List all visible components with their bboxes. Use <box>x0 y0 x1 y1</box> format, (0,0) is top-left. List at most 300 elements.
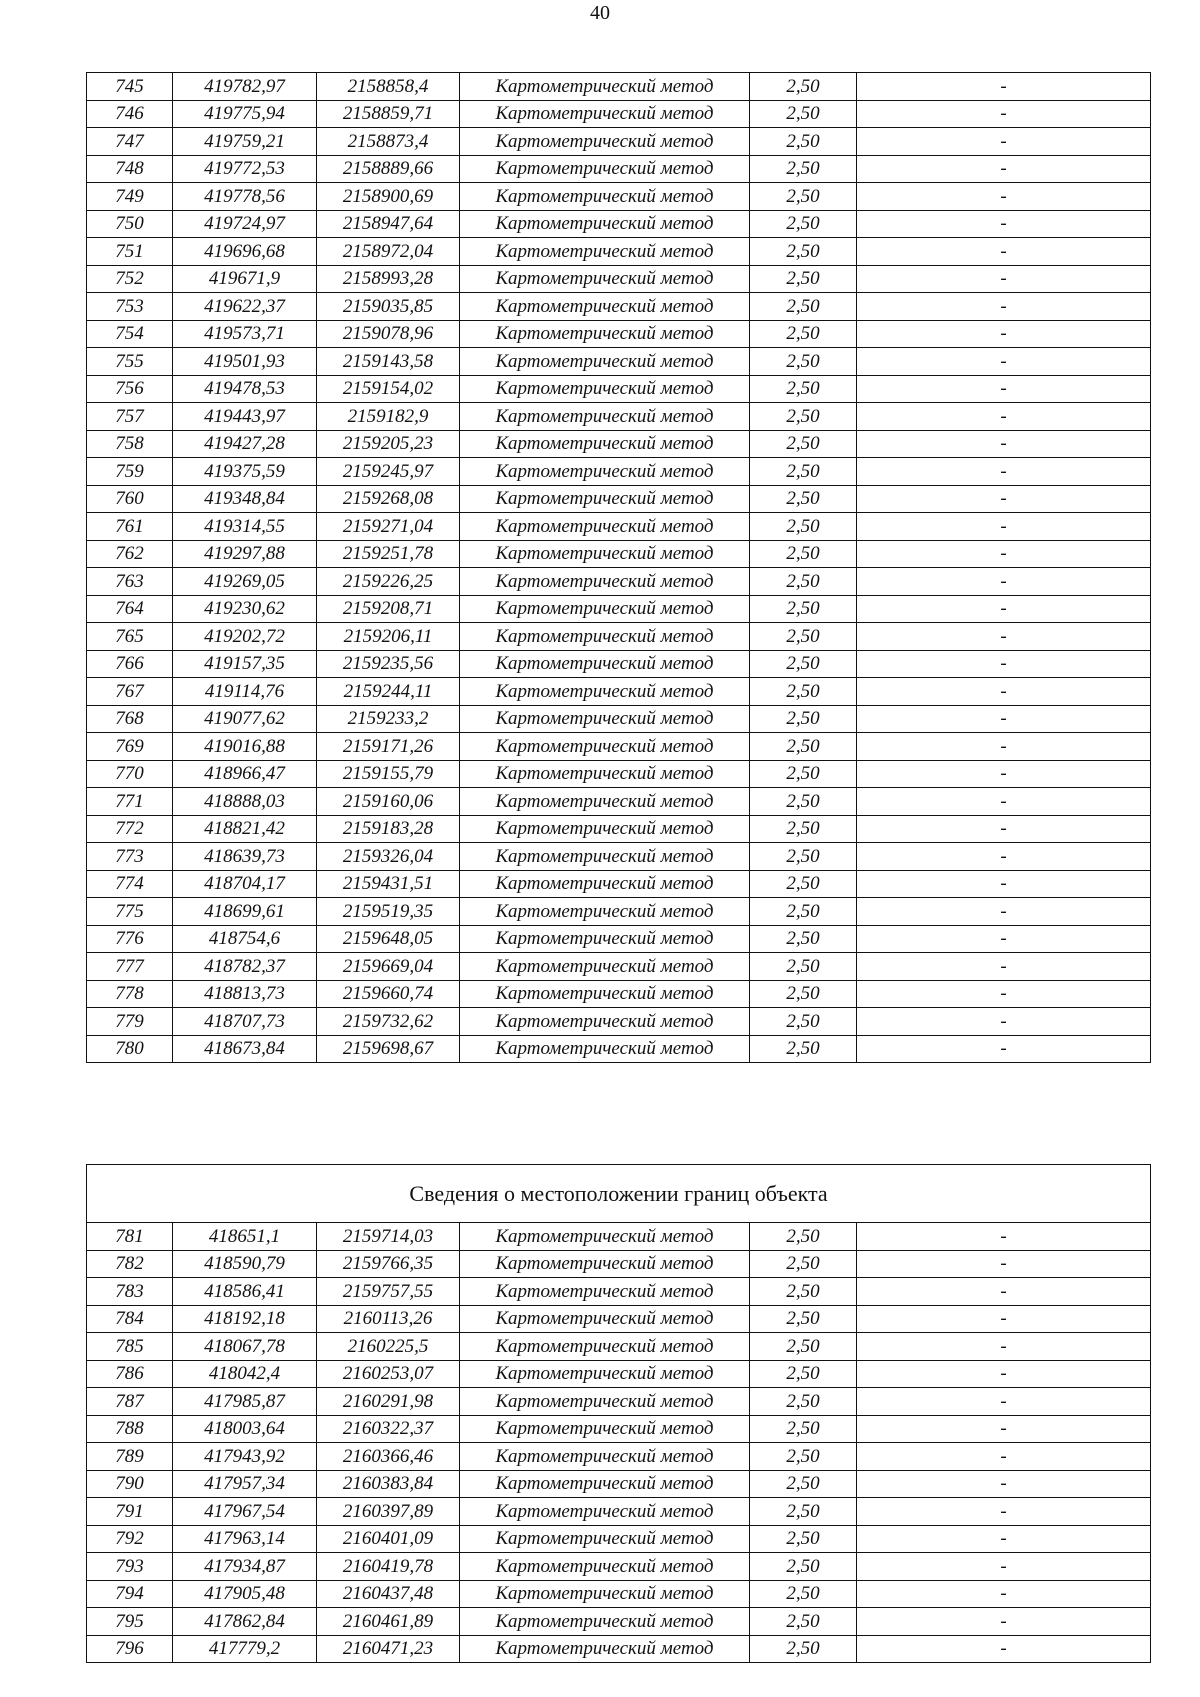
note-cell: - <box>857 155 1151 183</box>
accuracy-cell: 2,50 <box>750 1305 857 1333</box>
method-cell: Картометрический метод <box>460 458 750 486</box>
coordinate-x-cell: 418754,6 <box>173 925 317 953</box>
accuracy-cell: 2,50 <box>750 155 857 183</box>
accuracy-cell: 2,50 <box>750 1333 857 1361</box>
coordinate-x-cell: 417862,84 <box>173 1608 317 1636</box>
table-row <box>87 1223 1151 1251</box>
accuracy-cell: 2,50 <box>750 485 857 513</box>
accuracy-cell: 2,50 <box>750 898 857 926</box>
table-row <box>87 980 1151 1008</box>
coordinate-y-cell: 2159757,55 <box>317 1278 460 1306</box>
coordinate-y-cell: 2159244,11 <box>317 678 460 706</box>
method-cell: Картометрический метод <box>460 238 750 266</box>
accuracy-cell: 2,50 <box>750 513 857 541</box>
table-row <box>87 128 1151 156</box>
table-row <box>87 568 1151 596</box>
method-cell: Картометрический метод <box>460 788 750 816</box>
coordinate-x-cell: 418639,73 <box>173 843 317 871</box>
point-number-cell: 760 <box>87 485 173 513</box>
note-cell: - <box>857 898 1151 926</box>
accuracy-cell: 2,50 <box>750 458 857 486</box>
accuracy-cell: 2,50 <box>750 1008 857 1036</box>
accuracy-cell: 2,50 <box>750 925 857 953</box>
point-number-cell: 774 <box>87 870 173 898</box>
method-cell: Картометрический метод <box>460 1443 750 1471</box>
coordinate-y-cell: 2159035,85 <box>317 293 460 321</box>
coordinate-y-cell: 2159660,74 <box>317 980 460 1008</box>
point-number-cell: 751 <box>87 238 173 266</box>
coordinate-x-cell: 418586,41 <box>173 1278 317 1306</box>
note-cell: - <box>857 1608 1151 1636</box>
method-cell: Картометрический метод <box>460 293 750 321</box>
note-cell: - <box>857 843 1151 871</box>
coordinate-x-cell: 419202,72 <box>173 623 317 651</box>
point-number-cell: 788 <box>87 1415 173 1443</box>
point-number-cell: 757 <box>87 403 173 431</box>
table-row <box>87 348 1151 376</box>
point-number-cell: 765 <box>87 623 173 651</box>
coordinate-x-cell: 418192,18 <box>173 1305 317 1333</box>
note-cell: - <box>857 1443 1151 1471</box>
point-number-cell: 769 <box>87 733 173 761</box>
coordinate-x-cell: 419077,62 <box>173 705 317 733</box>
accuracy-cell: 2,50 <box>750 788 857 816</box>
method-cell: Картометрический метод <box>460 430 750 458</box>
accuracy-cell: 2,50 <box>750 980 857 1008</box>
point-number-cell: 778 <box>87 980 173 1008</box>
method-cell: Картометрический метод <box>460 1608 750 1636</box>
method-cell: Картометрический метод <box>460 870 750 898</box>
note-cell: - <box>857 1360 1151 1388</box>
note-cell: - <box>857 485 1151 513</box>
note-cell: - <box>857 320 1151 348</box>
accuracy-cell: 2,50 <box>750 1608 857 1636</box>
point-number-cell: 773 <box>87 843 173 871</box>
method-cell: Картометрический метод <box>460 1008 750 1036</box>
point-number-cell: 795 <box>87 1608 173 1636</box>
table-row <box>87 733 1151 761</box>
coordinate-y-cell: 2159205,23 <box>317 430 460 458</box>
method-cell: Картометрический метод <box>460 183 750 211</box>
coordinate-x-cell: 417943,92 <box>173 1443 317 1471</box>
table-row <box>87 513 1151 541</box>
coordinate-y-cell: 2159268,08 <box>317 485 460 513</box>
accuracy-cell: 2,50 <box>750 760 857 788</box>
coordinate-y-cell: 2160437,48 <box>317 1580 460 1608</box>
coordinate-y-cell: 2159171,26 <box>317 733 460 761</box>
accuracy-cell: 2,50 <box>750 1223 857 1251</box>
coordinate-y-cell: 2159154,02 <box>317 375 460 403</box>
accuracy-cell: 2,50 <box>750 650 857 678</box>
note-cell: - <box>857 760 1151 788</box>
method-cell: Картометрический метод <box>460 1360 750 1388</box>
table-row <box>87 650 1151 678</box>
point-number-cell: 759 <box>87 458 173 486</box>
coordinate-y-cell: 2160322,37 <box>317 1415 460 1443</box>
point-number-cell: 745 <box>87 73 173 101</box>
point-number-cell: 779 <box>87 1008 173 1036</box>
coordinate-y-cell: 2160461,89 <box>317 1608 460 1636</box>
accuracy-cell: 2,50 <box>750 238 857 266</box>
coordinate-x-cell: 419297,88 <box>173 540 317 568</box>
note-cell: - <box>857 1305 1151 1333</box>
method-cell: Картометрический метод <box>460 650 750 678</box>
method-cell: Картометрический метод <box>460 1333 750 1361</box>
table-row <box>87 1553 1151 1581</box>
note-cell: - <box>857 100 1151 128</box>
accuracy-cell: 2,50 <box>750 568 857 596</box>
coordinate-y-cell: 2159732,62 <box>317 1008 460 1036</box>
point-number-cell: 762 <box>87 540 173 568</box>
point-number-cell: 761 <box>87 513 173 541</box>
point-number-cell: 780 <box>87 1035 173 1063</box>
note-cell: - <box>857 1223 1151 1251</box>
accuracy-cell: 2,50 <box>750 183 857 211</box>
coordinate-y-cell: 2160397,89 <box>317 1498 460 1526</box>
method-cell: Картометрический метод <box>460 760 750 788</box>
table-row <box>87 925 1151 953</box>
accuracy-cell: 2,50 <box>750 540 857 568</box>
note-cell: - <box>857 458 1151 486</box>
coordinate-x-cell: 417967,54 <box>173 1498 317 1526</box>
table-row <box>87 1388 1151 1416</box>
method-cell: Картометрический метод <box>460 265 750 293</box>
point-number-cell: 775 <box>87 898 173 926</box>
point-number-cell: 796 <box>87 1635 173 1663</box>
point-number-cell: 792 <box>87 1525 173 1553</box>
coordinate-y-cell: 2159183,28 <box>317 815 460 843</box>
coordinate-x-cell: 419427,28 <box>173 430 317 458</box>
table-row <box>87 1360 1151 1388</box>
note-cell: - <box>857 1580 1151 1608</box>
method-cell: Картометрический метод <box>460 513 750 541</box>
coordinate-x-cell: 418888,03 <box>173 788 317 816</box>
coordinate-x-cell: 419478,53 <box>173 375 317 403</box>
accuracy-cell: 2,50 <box>750 1525 857 1553</box>
point-number-cell: 750 <box>87 210 173 238</box>
method-cell: Картометрический метод <box>460 155 750 183</box>
coordinate-y-cell: 2160291,98 <box>317 1388 460 1416</box>
table-row <box>87 870 1151 898</box>
note-cell: - <box>857 623 1151 651</box>
coordinate-x-cell: 419772,53 <box>173 155 317 183</box>
accuracy-cell: 2,50 <box>750 73 857 101</box>
note-cell: - <box>857 568 1151 596</box>
point-number-cell: 783 <box>87 1278 173 1306</box>
point-number-cell: 782 <box>87 1250 173 1278</box>
table-row <box>87 100 1151 128</box>
coordinate-y-cell: 2159235,56 <box>317 650 460 678</box>
note-cell: - <box>857 953 1151 981</box>
accuracy-cell: 2,50 <box>750 843 857 871</box>
method-cell: Картометрический метод <box>460 1035 750 1063</box>
coordinate-y-cell: 2160419,78 <box>317 1553 460 1581</box>
accuracy-cell: 2,50 <box>750 320 857 348</box>
point-number-cell: 794 <box>87 1580 173 1608</box>
accuracy-cell: 2,50 <box>750 1250 857 1278</box>
point-number-cell: 772 <box>87 815 173 843</box>
table-row <box>87 1525 1151 1553</box>
coordinate-x-cell: 417779,2 <box>173 1635 317 1663</box>
note-cell: - <box>857 815 1151 843</box>
table-row <box>87 1580 1151 1608</box>
accuracy-cell: 2,50 <box>750 1388 857 1416</box>
table-row <box>87 760 1151 788</box>
coordinate-x-cell: 418590,79 <box>173 1250 317 1278</box>
accuracy-cell: 2,50 <box>750 1635 857 1663</box>
point-number-cell: 790 <box>87 1470 173 1498</box>
coordinate-y-cell: 2159431,51 <box>317 870 460 898</box>
note-cell: - <box>857 980 1151 1008</box>
table-row <box>87 1415 1151 1443</box>
note-cell: - <box>857 183 1151 211</box>
method-cell: Картометрический метод <box>460 733 750 761</box>
coordinate-x-cell: 419782,97 <box>173 73 317 101</box>
note-cell: - <box>857 430 1151 458</box>
accuracy-cell: 2,50 <box>750 733 857 761</box>
coordinates-table <box>86 72 1151 1063</box>
coordinate-x-cell: 419778,56 <box>173 183 317 211</box>
coordinate-x-cell: 419443,97 <box>173 403 317 431</box>
method-cell: Картометрический метод <box>460 678 750 706</box>
note-cell: - <box>857 650 1151 678</box>
table-row <box>87 1470 1151 1498</box>
table-title-row <box>87 1165 1151 1223</box>
note-cell: - <box>857 1553 1151 1581</box>
note-cell: - <box>857 73 1151 101</box>
note-cell: - <box>857 595 1151 623</box>
note-cell: - <box>857 540 1151 568</box>
point-number-cell: 756 <box>87 375 173 403</box>
method-cell: Картометрический метод <box>460 540 750 568</box>
table-row <box>87 183 1151 211</box>
method-cell: Картометрический метод <box>460 348 750 376</box>
accuracy-cell: 2,50 <box>750 293 857 321</box>
table-row <box>87 1333 1151 1361</box>
point-number-cell: 746 <box>87 100 173 128</box>
note-cell: - <box>857 1635 1151 1663</box>
table-row <box>87 1443 1151 1471</box>
coordinate-y-cell: 2160401,09 <box>317 1525 460 1553</box>
coordinate-y-cell: 2159271,04 <box>317 513 460 541</box>
point-number-cell: 777 <box>87 953 173 981</box>
table-row <box>87 1278 1151 1306</box>
point-number-cell: 781 <box>87 1223 173 1251</box>
point-number-cell: 784 <box>87 1305 173 1333</box>
method-cell: Картометрический метод <box>460 623 750 651</box>
coordinate-x-cell: 419016,88 <box>173 733 317 761</box>
page-number: 40 <box>590 2 610 24</box>
point-number-cell: 747 <box>87 128 173 156</box>
table-row <box>87 1608 1151 1636</box>
coordinate-y-cell: 2160253,07 <box>317 1360 460 1388</box>
note-cell: - <box>857 1498 1151 1526</box>
coordinate-x-cell: 419622,37 <box>173 293 317 321</box>
coordinate-y-cell: 2158873,4 <box>317 128 460 156</box>
method-cell: Картометрический метод <box>460 1635 750 1663</box>
accuracy-cell: 2,50 <box>750 953 857 981</box>
coordinate-y-cell: 2159669,04 <box>317 953 460 981</box>
table-row <box>87 1305 1151 1333</box>
table-row <box>87 238 1151 266</box>
coordinate-x-cell: 418673,84 <box>173 1035 317 1063</box>
note-cell: - <box>857 1388 1151 1416</box>
table-row <box>87 1635 1151 1663</box>
table-row <box>87 155 1151 183</box>
accuracy-cell: 2,50 <box>750 100 857 128</box>
coordinates-table-body <box>87 73 1151 1063</box>
method-cell: Картометрический метод <box>460 843 750 871</box>
coordinate-y-cell: 2158900,69 <box>317 183 460 211</box>
point-number-cell: 764 <box>87 595 173 623</box>
table-row <box>87 953 1151 981</box>
accuracy-cell: 2,50 <box>750 128 857 156</box>
point-number-cell: 767 <box>87 678 173 706</box>
table-row <box>87 705 1151 733</box>
point-number-cell: 789 <box>87 1443 173 1471</box>
coordinate-x-cell: 419759,21 <box>173 128 317 156</box>
table-row <box>87 485 1151 513</box>
coordinate-x-cell: 419314,55 <box>173 513 317 541</box>
coordinate-y-cell: 2159245,97 <box>317 458 460 486</box>
accuracy-cell: 2,50 <box>750 265 857 293</box>
coordinate-x-cell: 419573,71 <box>173 320 317 348</box>
coordinate-y-cell: 2160113,26 <box>317 1305 460 1333</box>
table-title: Сведения о местоположении границ объекта <box>87 1165 1151 1223</box>
note-cell: - <box>857 1333 1151 1361</box>
method-cell: Картометрический метод <box>460 1498 750 1526</box>
coordinate-y-cell: 2159206,11 <box>317 623 460 651</box>
point-number-cell: 770 <box>87 760 173 788</box>
method-cell: Картометрический метод <box>460 595 750 623</box>
coordinate-x-cell: 419114,76 <box>173 678 317 706</box>
coordinate-y-cell: 2159326,04 <box>317 843 460 871</box>
table-row <box>87 843 1151 871</box>
note-cell: - <box>857 1278 1151 1306</box>
point-number-cell: 752 <box>87 265 173 293</box>
method-cell: Картометрический метод <box>460 73 750 101</box>
accuracy-cell: 2,50 <box>750 1443 857 1471</box>
table-row <box>87 788 1151 816</box>
table-row <box>87 623 1151 651</box>
note-cell: - <box>857 925 1151 953</box>
coordinate-x-cell: 418813,73 <box>173 980 317 1008</box>
note-cell: - <box>857 1470 1151 1498</box>
coordinate-y-cell: 2159155,79 <box>317 760 460 788</box>
table-row <box>87 898 1151 926</box>
coordinate-y-cell: 2160225,5 <box>317 1333 460 1361</box>
accuracy-cell: 2,50 <box>750 1278 857 1306</box>
point-number-cell: 785 <box>87 1333 173 1361</box>
coordinate-y-cell: 2158889,66 <box>317 155 460 183</box>
coordinate-y-cell: 2159143,58 <box>317 348 460 376</box>
coordinate-x-cell: 419230,62 <box>173 595 317 623</box>
coordinate-y-cell: 2159182,9 <box>317 403 460 431</box>
note-cell: - <box>857 375 1151 403</box>
table-row <box>87 403 1151 431</box>
accuracy-cell: 2,50 <box>750 815 857 843</box>
point-number-cell: 776 <box>87 925 173 953</box>
coordinate-y-cell: 2159648,05 <box>317 925 460 953</box>
table-row <box>87 595 1151 623</box>
accuracy-cell: 2,50 <box>750 623 857 651</box>
note-cell: - <box>857 1525 1151 1553</box>
coordinate-x-cell: 417963,14 <box>173 1525 317 1553</box>
coordinate-x-cell: 418003,64 <box>173 1415 317 1443</box>
coordinate-x-cell: 417905,48 <box>173 1580 317 1608</box>
method-cell: Картометрический метод <box>460 320 750 348</box>
point-number-cell: 754 <box>87 320 173 348</box>
accuracy-cell: 2,50 <box>750 678 857 706</box>
coordinate-y-cell: 2159226,25 <box>317 568 460 596</box>
coordinate-y-cell: 2159078,96 <box>317 320 460 348</box>
coordinate-x-cell: 419724,97 <box>173 210 317 238</box>
table-row <box>87 678 1151 706</box>
table-row <box>87 540 1151 568</box>
table-row <box>87 320 1151 348</box>
method-cell: Картометрический метод <box>460 1525 750 1553</box>
boundary-table-body <box>87 1223 1151 1663</box>
coordinate-x-cell: 419157,35 <box>173 650 317 678</box>
accuracy-cell: 2,50 <box>750 348 857 376</box>
method-cell: Картометрический метод <box>460 210 750 238</box>
note-cell: - <box>857 870 1151 898</box>
method-cell: Картометрический метод <box>460 980 750 1008</box>
note-cell: - <box>857 1415 1151 1443</box>
accuracy-cell: 2,50 <box>750 1553 857 1581</box>
coordinate-y-cell: 2159208,71 <box>317 595 460 623</box>
note-cell: - <box>857 293 1151 321</box>
note-cell: - <box>857 705 1151 733</box>
point-number-cell: 749 <box>87 183 173 211</box>
point-number-cell: 753 <box>87 293 173 321</box>
coordinate-x-cell: 419269,05 <box>173 568 317 596</box>
coordinate-x-cell: 418966,47 <box>173 760 317 788</box>
table-row <box>87 1008 1151 1036</box>
coordinate-y-cell: 2158858,4 <box>317 73 460 101</box>
coordinate-y-cell: 2158972,04 <box>317 238 460 266</box>
method-cell: Картометрический метод <box>460 925 750 953</box>
coordinate-y-cell: 2158859,71 <box>317 100 460 128</box>
coordinate-x-cell: 418821,42 <box>173 815 317 843</box>
method-cell: Картометрический метод <box>460 1415 750 1443</box>
coordinate-y-cell: 2158993,28 <box>317 265 460 293</box>
method-cell: Картометрический метод <box>460 375 750 403</box>
point-number-cell: 768 <box>87 705 173 733</box>
accuracy-cell: 2,50 <box>750 1035 857 1063</box>
note-cell: - <box>857 265 1151 293</box>
coordinate-y-cell: 2159160,06 <box>317 788 460 816</box>
coordinate-y-cell: 2159233,2 <box>317 705 460 733</box>
table-row <box>87 265 1151 293</box>
note-cell: - <box>857 513 1151 541</box>
accuracy-cell: 2,50 <box>750 1580 857 1608</box>
table-row <box>87 210 1151 238</box>
table-row <box>87 293 1151 321</box>
note-cell: - <box>857 348 1151 376</box>
table-row <box>87 1498 1151 1526</box>
point-number-cell: 793 <box>87 1553 173 1581</box>
note-cell: - <box>857 238 1151 266</box>
table-row <box>87 1250 1151 1278</box>
point-number-cell: 787 <box>87 1388 173 1416</box>
method-cell: Картометрический метод <box>460 1305 750 1333</box>
point-number-cell: 766 <box>87 650 173 678</box>
accuracy-cell: 2,50 <box>750 375 857 403</box>
note-cell: - <box>857 1035 1151 1063</box>
coordinate-x-cell: 419671,9 <box>173 265 317 293</box>
note-cell: - <box>857 678 1151 706</box>
